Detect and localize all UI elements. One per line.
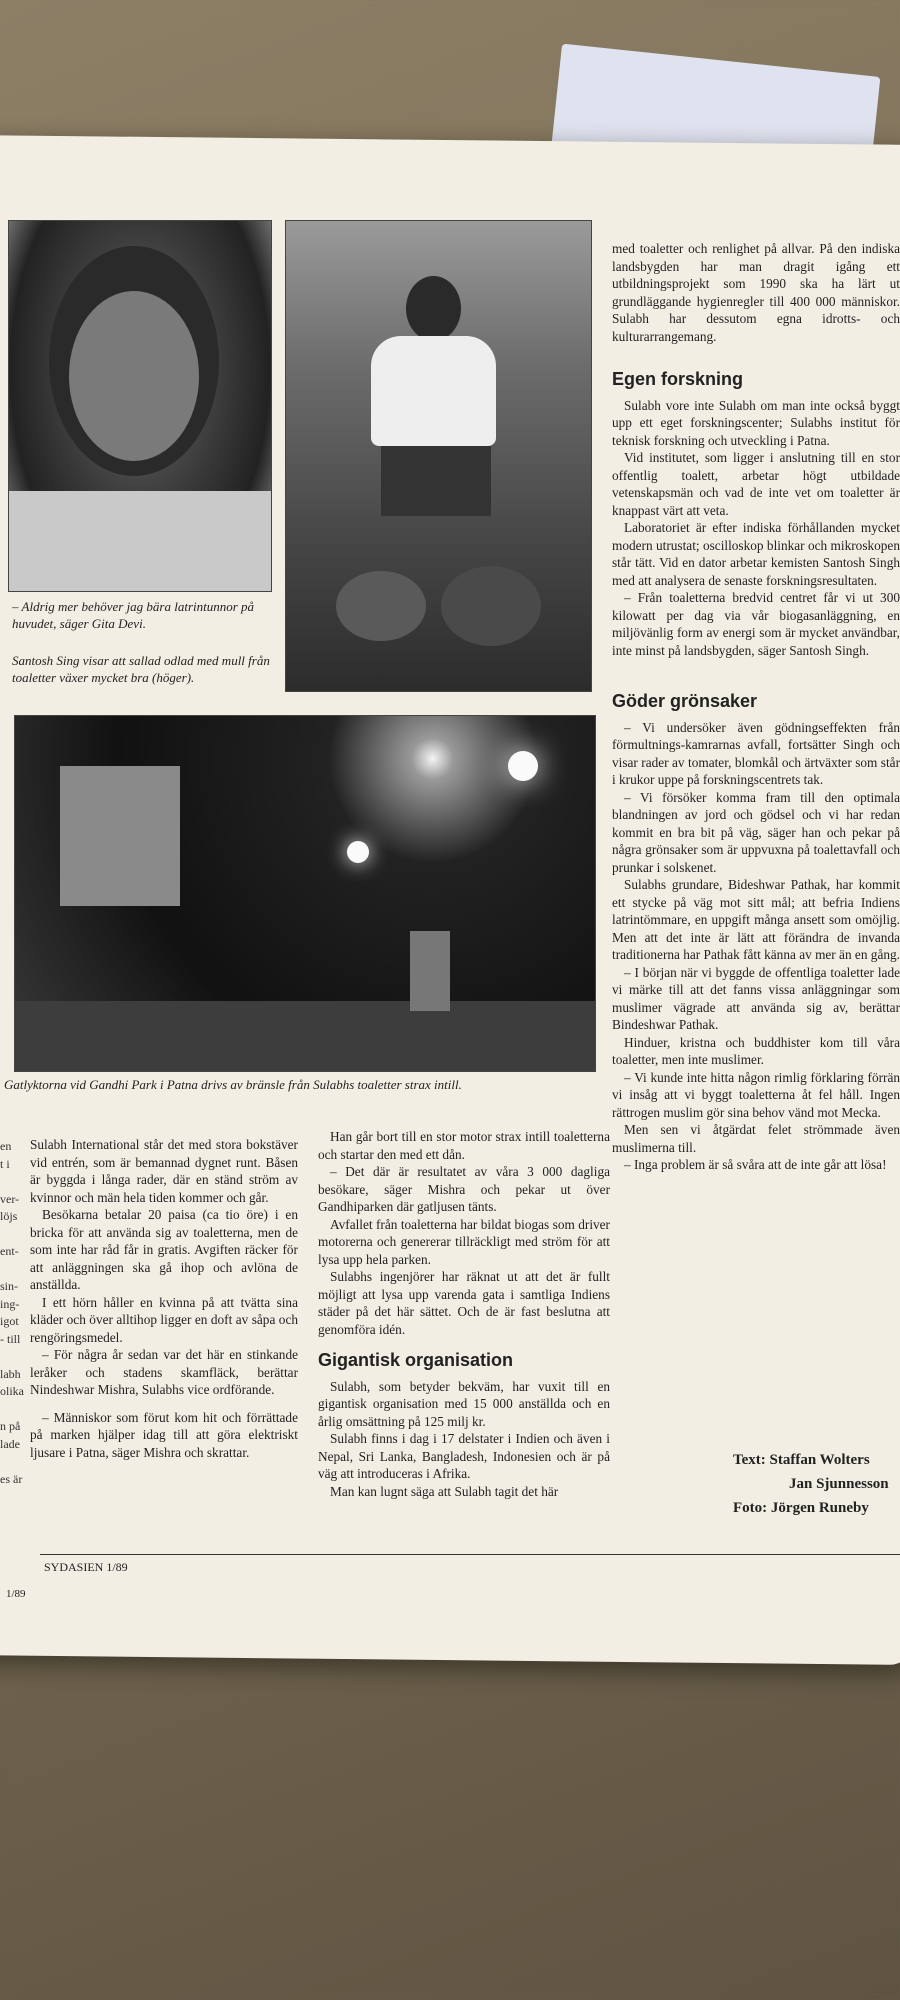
heading-gigantisk: Gigantisk organisation [318,1350,514,1370]
text-credit-label: Text: [733,1452,766,1468]
text-credit-name-2: Jan Sjunnesson [789,1476,889,1492]
caption-man: Santosh Sing visar att sallad odlad med mull från toaletter växer mycket bra (höger). [12,653,270,685]
photo-street-lights [14,715,596,1072]
heading-egen-forskning: Egen forskning [612,369,744,389]
caption-street: Gatlyktorna vid Gandhi Park i Patna drivs av bränsle från Sulabhs toaletter strax intill. [4,1077,462,1092]
footer-rule [40,1554,900,1555]
heading-goder-gronsaker: Göder grönsaker [612,691,758,711]
footer-left-page-number: 1/89 [6,1588,26,1600]
footer-magazine-name: SYDASIEN 1/89 [44,1560,128,1574]
edge-fragments: en t i ver- löjs ent- sin- ing- igot - till labh olika n på lade es är [0,1139,24,1486]
article-column-right: med toaletter och renlighet på allvar. På den indiska landsbygden har man dragit igång ett utbildningsprojekt som 1990 ska ha lärt ut grundläggande hygienregler till 400 000 människor. Sulabh har dessutom egna idrotts- och kulturarrangemang. Egen forskning Sulabh vore inte Sulabh om man inte också byggt upp ett eget forskningscenter; Sulabhs institut för teknisk forskning och utveckling i Patna. Vid institutet, som ligger i anslutning till en stor offentlig toalett, arbetar högt utbildade vetenskapsmän och vad de inte vet om toaletter är knappast värt att veta. Laboratoriet är efter indiska förhållanden mycket modern utrustat; oscilloskop blinkar och mikroskopen står tätt. Vid en dator arbetar kemisten Santosh Singh med att analysera de senaste forskningsresultaten. – Från toaletterna bredvid centret får vi ut 300 kilowatt per dag via vår biogasanläggning, en miljövänlig form av energi som är mycket användbar, inte minst på landsbygden, säger Santosh Singh. Göder grönsaker – Vi undersöker även gödningseffekten från förmultnings-kamrarnas avfall, fortsätter Singh och visar rader av tomater, blomkål och ärtväxter som står i krukor uppe på forskningscentrets tak. – Vi försöker komma fram till den optimala blandningen av jord och gödsel och vi har redan kommit en bra bit på väg, säger han och pekar på några grönsaker som är uppvuxna på toalettavfall och prunkar i solskenet. Sulabhs grundare, Bideshwar Pathak, har kommit ett stycke på väg mot sitt mål; att befria Indiens latrintömmare, en uppgift många ansett som omöjlig. Men att det inte är lätt att förändra de invanda traditionerna har Pathak fått känna av mer än en gång. – I början när vi byggde de offentliga toaletter lade vi märke till att det fanns vissa anläggningar som muslimer vägrade att använda sig av, berättar Bindeshwar Pathak. Hinduer, kristna och buddhister kom till våra toaletter, men inte muslimer. – Vi kunde inte hitta någon rimlig förklaring förrän vi insåg att vi byggt toaletterna åt fel håll. Ingen rättrogen muslim gör sina behov vänd mot Mecka. Men sen vi åtgärdat felet strömmade även muslimerna till. – Inga problem är så svåra att de inte går att lösa! [612,241,900,1172]
text-credit-name-1: Staffan Wolters [769,1452,870,1468]
article-column-left: Sulabh International står det med stora bokstäver vid entrén, som är bemannad dygnet runt. Båsen är byggda i långa rader, där en ständ ström av kvinnor och män hela tiden kommer och går. Besökarna betalar 20 paisa (ca tio öre) i en bricka för att använda sig av toaletterna, men de som inte har råd får in gratis. Avgiften räcker för att anläggningen ska gå ihop och avlöna de anställda. I ett hörn håller en kvinna på att tvätta sina kläder och över alltihop ligger en doft av såpa och rengöringsmedel. – För några år sedan var det här en stinkande leråker och stadens skamfläck, berättar Nindeshwar Mishra, Sulabhs vice ordförande. – Människor som förut kom hit och förrättade på marken hjälper idag till att göra elektriskt ljusare i Patna, säger Mishra och skrattar. [30,1137,298,1460]
photo-credit-name: Jörgen Runeby [770,1500,869,1516]
photo-credit-label: Foto: [733,1500,768,1516]
photo-man-with-lettuce [285,220,592,692]
article-column-middle: Han går bort till en stor motor strax intill toaletterna och startar den med ett dån. – Det där är resultatet av våra 3 000 dagliga besökare, säger Mishra och pekar ut över Gandhiparken där gatljusen tänts. Avfallet från toaletterna har bildat biogas som driver motorerna och genererar tillräckligt med ström för att lysa upp hela parken. Sulabhs ingenjörer har räknat ut att det är fullt möjligt att lysa upp varenda gata i samtliga Indiens städer på det här sättet. Och de är fast beslutna att genomföra idén. Gigantisk organisation Sulabh, som betyder bekväm, har vuxit till en gigantisk organisation med 15 000 anställda och en årlig omsättning på 125 milj kr. Sulabh finns i dag i 17 delstater i Indien och även i Nepal, Sri Lanka, Bangladesh, Indonesien och är på väg att introduceras i Afrika. Man kan lugnt säga att Sulabh tagit det här [318,1129,610,1499]
photo-woman-portrait [8,220,272,592]
caption-woman: – Aldrig mer behöver jag bära latrintunnor på huvudet, säger Gita Devi. [12,599,255,631]
article-credits [733,1448,889,1520]
